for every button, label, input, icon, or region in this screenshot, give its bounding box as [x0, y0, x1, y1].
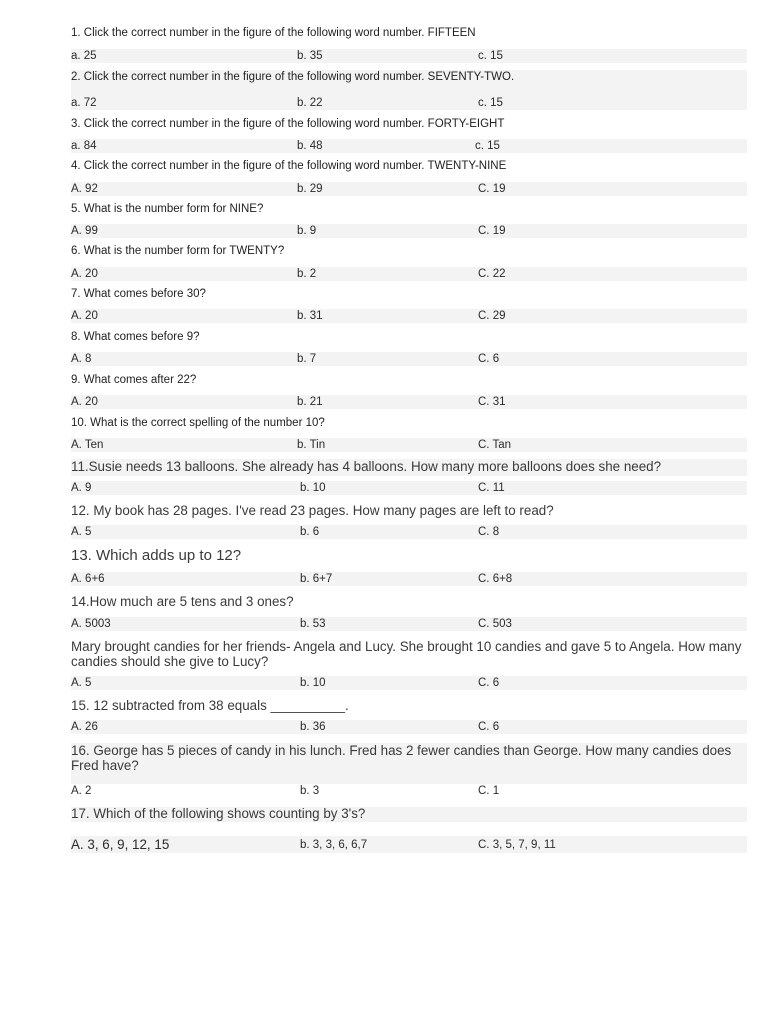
option-b[interactable]: b. 9 — [297, 225, 317, 237]
option-b[interactable]: b. 22 — [297, 97, 323, 109]
options-1 — [71, 49, 747, 63]
options-7 — [71, 309, 747, 323]
option-c[interactable]: C. 19 — [478, 225, 506, 237]
option-b[interactable]: b. 7 — [297, 353, 317, 365]
option-a[interactable]: A. 20 — [71, 268, 98, 280]
option-a[interactable]: A. 20 — [71, 310, 98, 322]
question-12: 12. My book has 28 pages. I've read 23 pages. How many pages are left to read? — [71, 503, 554, 518]
option-c[interactable]: C. 8 — [478, 526, 500, 538]
options-13 — [71, 572, 747, 586]
options-2 — [71, 96, 747, 110]
question-10: 10. What is the correct spelling of the number 10? — [71, 417, 325, 429]
option-b[interactable]: b. 21 — [297, 396, 323, 408]
option-c[interactable]: C. 31 — [478, 396, 506, 408]
options-9 — [71, 395, 747, 409]
option-a[interactable]: a. 25 — [71, 50, 97, 62]
question-word-problem: Mary brought candies for her friends- Angela and Lucy. She brought 10 candies and gave 5 to Angela. How many candies should she give to Lucy? — [71, 639, 742, 669]
option-a[interactable]: A. Ten — [71, 439, 104, 451]
options-15 — [71, 720, 747, 734]
options-word-problem — [71, 676, 747, 690]
options-5 — [71, 224, 747, 238]
option-a[interactable]: A. 6+6 — [71, 573, 105, 585]
option-a[interactable]: a. 84 — [71, 140, 97, 152]
question-16: 16. George has 5 pieces of candy in his lunch. Fred has 2 fewer candies than George. How many candies does Fred have? — [71, 743, 732, 773]
option-c[interactable]: C. 6 — [478, 677, 500, 689]
question-13: 13. Which adds up to 12? — [71, 547, 242, 564]
option-a[interactable]: A. 9 — [71, 482, 92, 494]
option-a[interactable]: A. 5 — [71, 526, 92, 538]
option-b[interactable]: b. 36 — [300, 721, 326, 733]
options-12 — [71, 525, 747, 539]
option-a[interactable]: A. 20 — [71, 396, 98, 408]
question-5: 5. What is the number form for NINE? — [71, 203, 264, 215]
option-a[interactable]: A. 5 — [71, 677, 92, 689]
question-8: 8. What comes before 9? — [71, 331, 200, 343]
option-c[interactable]: C. 3, 5, 7, 9, 11 — [478, 839, 556, 851]
option-a[interactable]: A. 5003 — [71, 618, 111, 630]
option-a[interactable]: A. 92 — [71, 183, 98, 195]
option-c[interactable]: C. 1 — [478, 785, 500, 797]
question-4: 4. Click the correct number in the figure of the following word number. TWENTY-NINE — [71, 160, 507, 172]
question-2: 2. Click the correct number in the figure of the following word number. SEVENTY-TWO. — [71, 71, 515, 83]
option-c[interactable]: C. Tan — [478, 439, 512, 451]
options-10 — [71, 438, 747, 452]
option-c[interactable]: c. 15 — [478, 50, 503, 62]
options-16 — [71, 784, 747, 798]
question-7: 7. What comes before 30? — [71, 288, 206, 300]
option-c[interactable]: C. 6+8 — [478, 573, 513, 585]
question-11: 11.Susie needs 13 balloons. She already has 4 balloons. How many more balloons does she need? — [71, 459, 662, 474]
option-b[interactable]: b. 31 — [297, 310, 323, 322]
question-1: 1. Click the correct number in the figure of the following word number. FIFTEEN — [71, 27, 476, 39]
options-14 — [71, 617, 747, 631]
question-6: 6. What is the number form for TWENTY? — [71, 245, 285, 257]
option-b[interactable]: b. 6+7 — [300, 573, 333, 585]
option-a[interactable]: A. 3, 6, 9, 12, 15 — [71, 837, 170, 852]
option-c[interactable]: c. 15 — [478, 97, 503, 109]
option-b[interactable]: b. 10 — [300, 677, 326, 689]
question-14: 14.How much are 5 tens and 3 ones? — [71, 594, 294, 609]
option-b[interactable]: b. 6 — [300, 526, 320, 538]
option-b[interactable]: b. 35 — [297, 50, 323, 62]
option-c[interactable]: C. 6 — [478, 721, 500, 733]
option-b[interactable]: b. 53 — [300, 618, 326, 630]
option-b[interactable]: b. 29 — [297, 183, 323, 195]
question-3: 3. Click the correct number in the figure of the following word number. FORTY-EIGHT — [71, 118, 505, 130]
option-a[interactable]: a. 72 — [71, 97, 97, 109]
options-3 — [71, 139, 747, 153]
options-6 — [71, 267, 747, 281]
option-c[interactable]: C. 11 — [478, 482, 505, 494]
option-a[interactable]: A. 99 — [71, 225, 98, 237]
option-a[interactable]: A. 26 — [71, 721, 98, 733]
options-8 — [71, 352, 747, 366]
option-b[interactable]: b. 10 — [300, 482, 326, 494]
option-c[interactable]: c. 15 — [475, 140, 500, 152]
option-c[interactable]: C. 29 — [478, 310, 506, 322]
option-c[interactable]: C. 6 — [478, 353, 500, 365]
option-a[interactable]: A. 2 — [71, 785, 92, 797]
option-b[interactable]: b. 3 — [300, 785, 320, 797]
options-11 — [71, 481, 747, 495]
option-b[interactable]: b. 48 — [297, 140, 323, 152]
option-b[interactable]: b. 3, 3, 6, 6,7 — [300, 839, 368, 851]
options-4 — [71, 182, 747, 196]
options-17 — [71, 836, 747, 853]
option-b[interactable]: b. 2 — [297, 268, 317, 280]
option-a[interactable]: A. 8 — [71, 353, 92, 365]
option-c[interactable]: C. 19 — [478, 183, 506, 195]
question-17: 17. Which of the following shows counting by 3's? — [71, 806, 366, 821]
question-15: 15. 12 subtracted from 38 equals __________. — [71, 698, 349, 713]
option-c[interactable]: C. 503 — [478, 618, 512, 630]
option-c[interactable]: C. 22 — [478, 268, 506, 280]
question-9: 9. What comes after 22? — [71, 374, 197, 386]
option-b[interactable]: b. Tin — [297, 439, 326, 451]
